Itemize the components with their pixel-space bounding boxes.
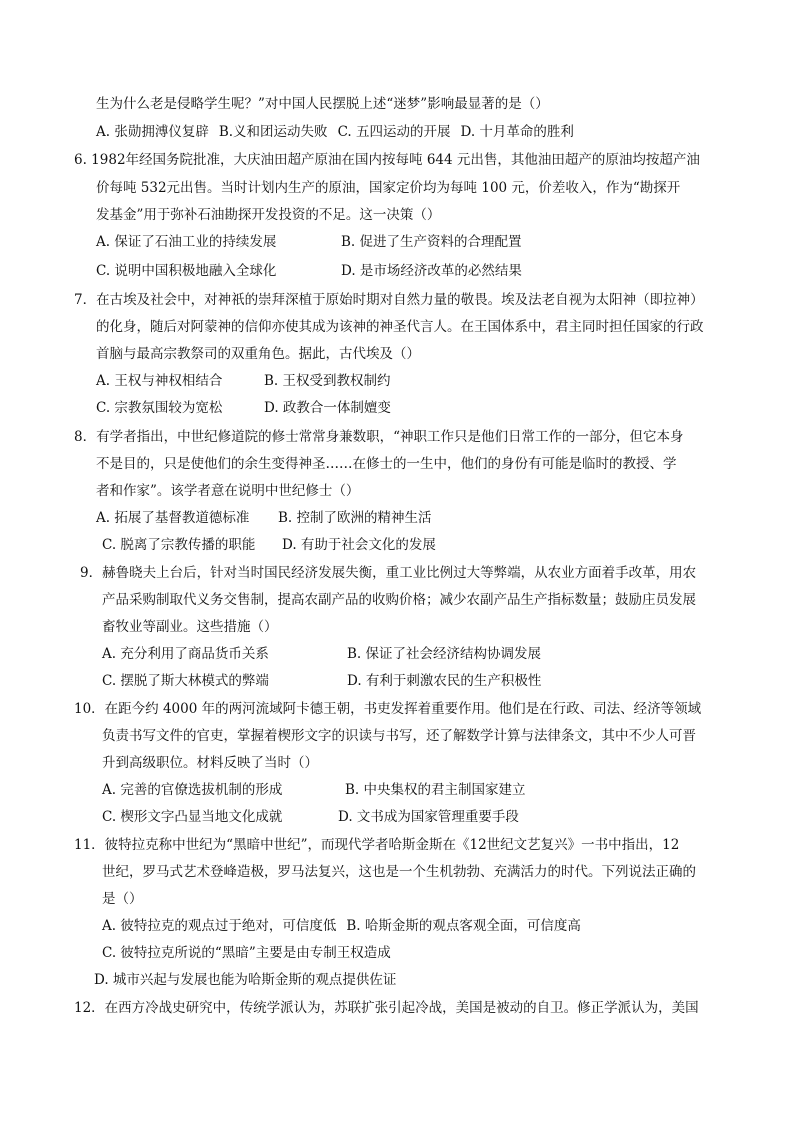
q9-line-3: 畜牧业等副业。这些措施（）	[102, 619, 278, 635]
q6-option-a: A. 保证了石油工业的持续发展	[96, 234, 277, 250]
q10-option-a: A. 完善的官僚选拔机制的形成	[102, 782, 283, 798]
q11-line-1: 11．彼特拉克称中世纪为“黑暗中世纪”，而现代学者哈斯金斯在《12世纪文艺复兴》一书中指出，12	[74, 837, 680, 853]
q7-option-b: B. 王权受到教权制约	[264, 373, 391, 389]
q10-line-2: 负责书写文件的官吏，掌握着楔形文字的识读与书写，还了解数学计算与法律条文，其中不少人可晋	[102, 728, 696, 744]
q7-line-1: 7．在古埃及社会中，对神祇的崇拜深植于原始时期对自然力量的敬畏。埃及法老自视为太阳神（即拉神）	[74, 292, 704, 308]
q8-line-2: 不是目的，只是使他们的余生变得神圣……在修士的一生中，他们的身份有可能是临时的教授、学	[96, 456, 677, 472]
q6-option-d: D. 是市场经济改革的必然结果	[341, 263, 522, 279]
q9-option-c: C. 摆脱了斯大林模式的弊端	[102, 673, 269, 689]
q10-options-row-1	[102, 780, 722, 800]
q6-line-2: 价每吨 532元出售。当时计划内生产的原油，国家定价均为每吨 100 元，价差收入，作为“勘探开	[96, 180, 681, 196]
q10-option-c: C. 楔形文字凸显当地文化成就	[102, 809, 283, 825]
q10-option-d: D. 文书成为国家管理重要手段	[338, 809, 519, 825]
q7-line-2: 的化身，随后对阿蒙神的信仰亦使其成为该神的神圣代言人。在王国体系中，君主同时担任国家的行政	[96, 319, 704, 335]
q11-line-2: 世纪，罗马式艺术登峰造极，罗马法复兴，这也是一个生机勃勃、充满活力的时代。下列说法正确的	[102, 864, 696, 880]
q8-line-3: 者和作家”。该学者意在说明中世纪修士（）	[96, 483, 360, 499]
q7-option-a: A. 王权与神权相结合	[96, 373, 223, 389]
q7-line-3: 首脑与最高宗教祭司的双重角色。据此，古代埃及（）	[96, 346, 420, 362]
q11-option-d: D. 城市兴起与发展也能为哈斯金斯的观点提供佐证	[94, 972, 397, 988]
q11-option-a: A. 彼特拉克的观点过于绝对，可信度低	[102, 918, 337, 934]
q7-options-row-2	[96, 398, 716, 418]
q5-options	[96, 122, 584, 142]
q11-line-3: 是（）	[102, 891, 143, 907]
q10-option-b: B. 中央集权的君主制国家建立	[345, 782, 526, 798]
q5-option-d: D. 十月革命的胜利	[460, 124, 574, 140]
q5-option-b: B.义和团运动失败	[218, 124, 328, 140]
q9-option-a: A. 充分利用了商品货币关系	[102, 646, 269, 662]
q6-options-row-1	[96, 232, 716, 252]
q10-line-3: 升到高级职位。材料反映了当时（）	[102, 755, 318, 771]
q7-option-d: D. 政教合一体制嬗变	[264, 400, 391, 416]
q8-option-c: C. 脱离了宗教传播的职能	[102, 537, 256, 553]
q8-line-1: 8．有学者指出，中世纪修道院的修士常常身兼数职，“神职工作只是他们日常工作的一部分，但它本身	[74, 429, 684, 445]
q8-options-row-1	[96, 508, 716, 528]
q12-line-1: 12．在西方冷战史研究中，传统学派认为，苏联扩张引起冷战，美国是被动的自卫。修正学派认为，美国	[74, 1000, 699, 1016]
q10-options-row-2	[102, 807, 722, 827]
q6-option-c: C. 说明中国积极地融入全球化	[96, 263, 277, 279]
q9-option-b: B. 保证了社会经济结构协调发展	[347, 646, 542, 662]
q11-option-c: C. 彼特拉克所说的“黑暗”主要是由专制王权造成	[102, 945, 391, 961]
q7-option-c: C. 宗教氛围较为宽松	[96, 400, 223, 416]
q10-line-1: 10．在距今约 4000 年的两河流域阿卡德王朝，书吏发挥着重要作用。他们是在行政、司法、经济等领域	[74, 701, 702, 717]
q7-options-row-1	[96, 371, 716, 391]
q5-option-a: A. 张勋拥溥仪复辟	[96, 124, 209, 140]
q9-line-1: 9．赫鲁晓夫上台后，针对当时国民经济发展失衡，重工业比例过大等弊端，从农业方面着手改革，用农	[80, 565, 697, 581]
q5-text: 生为什么老是侵略学生呢？”对中国人民摆脱上述“迷梦”影响最显著的是（）	[96, 96, 549, 112]
q5-option-c: C. 五四运动的开展	[337, 124, 451, 140]
q8-option-a: A. 拓展了基督教道德标准	[96, 510, 250, 526]
q8-option-b: B. 控制了欧洲的精神生活	[278, 510, 432, 526]
q9-line-2: 产品采购制取代义务交售制，提高农副产品的收购价格；减少农副产品生产指标数量；鼓励庄员发展	[102, 592, 696, 608]
q8-options-row-2	[102, 535, 722, 555]
q6-option-b: B. 促进了生产资料的合理配置	[341, 234, 522, 250]
q11-options-row-1	[102, 916, 591, 936]
q11-option-b: B. 哈斯金斯的观点客观全面，可信度高	[346, 918, 581, 934]
q9-options-row-1	[102, 644, 722, 664]
q9-options-row-2	[102, 671, 722, 691]
q8-option-d: D. 有助于社会文化的发展	[282, 537, 436, 553]
q6-line-1: 6. 1982年经国务院批准，大庆油田超产原油在国内按每吨 644 元出售，其他油田超产的原油均按超产油	[74, 152, 700, 168]
q6-options-row-2	[96, 261, 716, 281]
q9-option-d: D. 有利于刺激农民的生产积极性	[347, 673, 542, 689]
q6-line-3: 发基金”用于弥补石油勘探开发投资的不足。这一决策（）	[96, 207, 441, 223]
